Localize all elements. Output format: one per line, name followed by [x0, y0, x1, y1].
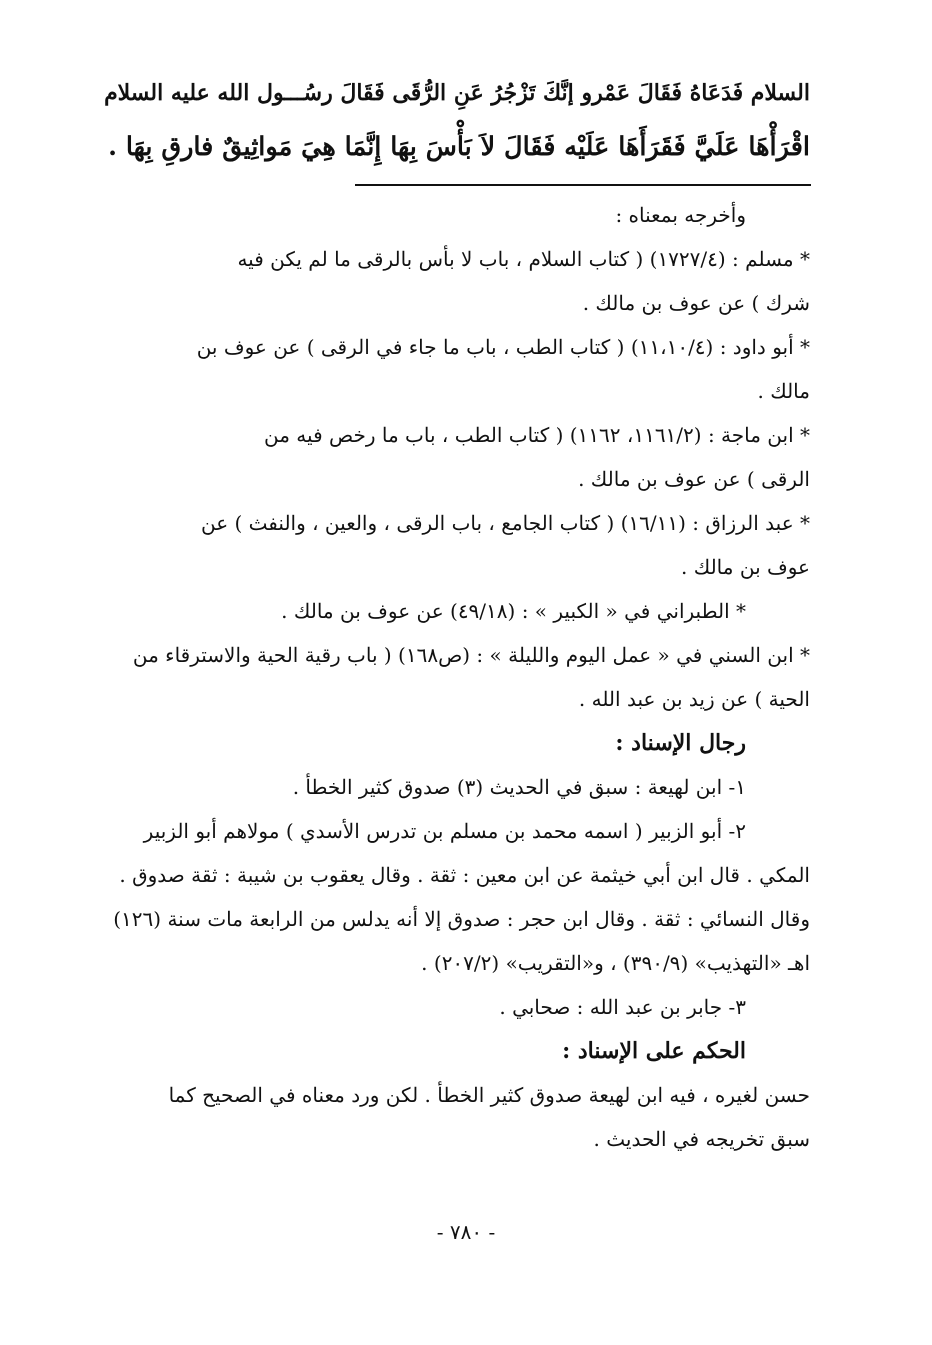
- text-line: * ابن السني في « عمل اليوم والليلة » : (ص١٦٨) ( باب رقية الحية والاسترقاء من: [132, 643, 810, 667]
- text-line: عوف بن مالك .: [681, 555, 810, 579]
- hadith-line: السلام فَدَعَاهُ فَقَالَ عَمْرو إنَّكَ تَزْجُرُ عَنِ الرُّقَى فَقَالَ رسُـــول الله عليه السلام: [104, 80, 810, 106]
- text-line: سبق تخريجه في الحديث .: [593, 1127, 810, 1151]
- text-line: الحية ) عن زيد بن عبد الله .: [578, 687, 810, 711]
- text-line: وأخرجه بمعناه :: [615, 203, 746, 227]
- text-line: * أبو داود : (١١،١٠/٤) ( كتاب الطب ، باب ما جاء في الرقى ) عن عوف بن: [196, 335, 810, 359]
- text-line: وقال النسائي : ثقة . وقال ابن حجر : صدوق إلا أنه يدلس من الرابعة مات سنة (١٢٦): [113, 907, 810, 931]
- text-line: * عبد الرزاق : (١٦/١١) ( كتاب الجامع ، باب الرقى ، والعين ، والنفث ) عن: [200, 511, 810, 535]
- hadith-text: [104, 66, 810, 174]
- hadith-line: اقْرَأْهَا عَلَيَّ فَقَرَأَهَا عَلَيْه فَقَالَ لاَ بَأْسَ بِهَا إِنَّمَا هِيَ مَواثِيقٌ فارقِ بِهَا .: [108, 132, 810, 162]
- section-heading: رجال الإسناد :: [615, 730, 746, 756]
- section-heading: الحكم على الإسناد :: [562, 1038, 746, 1064]
- text-line: المكي . قال ابن أبي خيثمة عن ابن معين : ثقة . وقال يعقوب بن شيبة : ثقة صدوق .: [119, 863, 810, 887]
- body-text: [104, 193, 810, 1161]
- text-line: * ابن ماجة : (١١٦١/٢، ١١٦٢) ( كتاب الطب ، باب ما رخص فيه من: [264, 423, 810, 447]
- text-line: مالك .: [757, 379, 810, 403]
- text-line: ٣- جابر بن عبد الله : صحابي .: [499, 995, 746, 1019]
- text-line: اهـ «التهذيب» (٣٩٠/٩) ، و«التقريب» (٢٠٧/٢) .: [421, 951, 810, 975]
- text-line: شرك ) عن عوف بن مالك .: [582, 291, 810, 315]
- text-line: ٢- أبو الزبير ( اسمه محمد بن مسلم بن تدرس الأسدي ) مولاهم أبو الزبير: [143, 819, 746, 843]
- text-line: * الطبراني في « الكبير » : (٤٩/١٨) عن عوف بن مالك .: [281, 599, 746, 623]
- text-line: حسن لغيره ، فيه ابن لهيعة صدوق كثير الخطأ . لكن ورد معناه في الصحيح كما: [168, 1083, 810, 1107]
- page-number: - ٧٨٠ -: [436, 1220, 496, 1244]
- text-line: ١- ابن لهيعة : سبق في الحديث (٣) صدوق كثير الخطأ .: [292, 775, 746, 799]
- footnote-divider: [355, 184, 811, 186]
- text-line: الرقى ) عن عوف بن مالك .: [578, 467, 810, 491]
- text-line: * مسلم : (١٧٢٧/٤) ( كتاب السلام ، باب لا بأس بالرقى ما لم يكن فيه: [237, 247, 810, 271]
